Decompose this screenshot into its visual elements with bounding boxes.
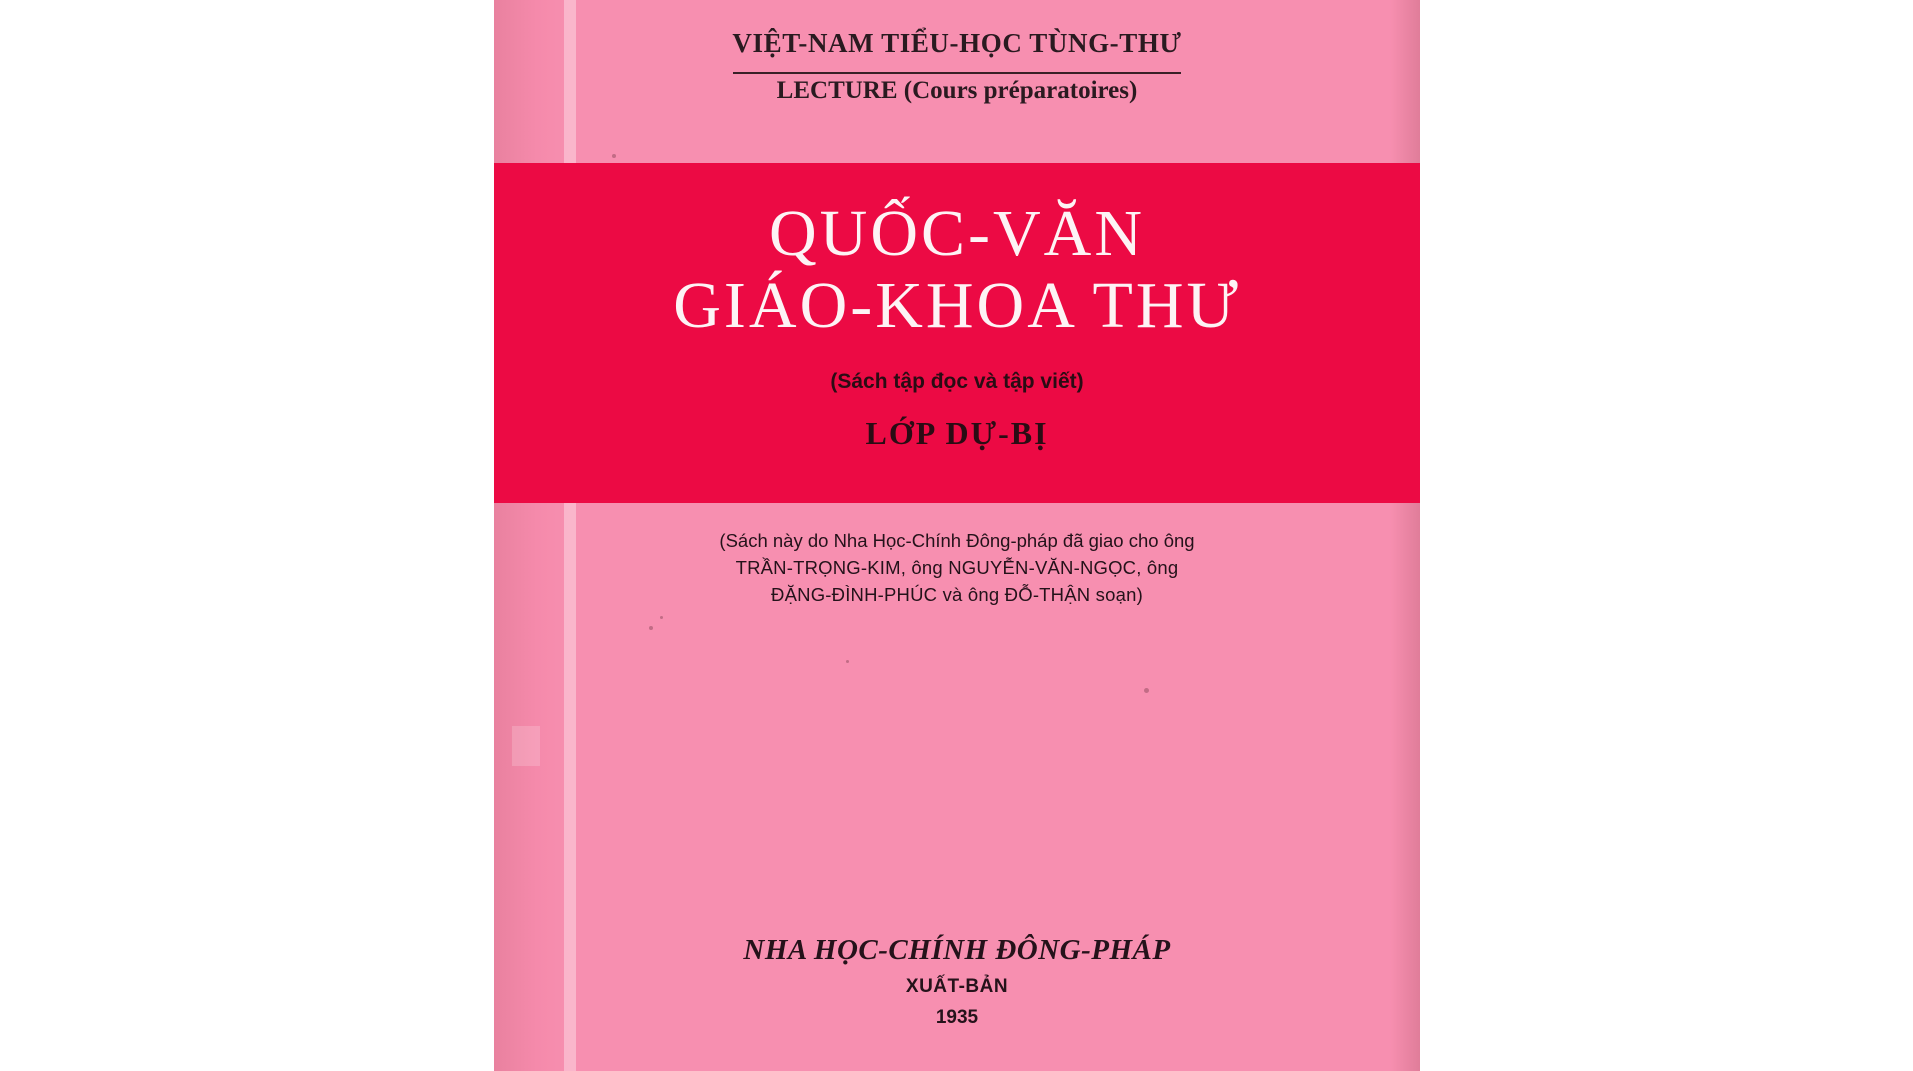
series-title: VIỆT-NAM TIỂU-HỌC TÙNG-THƯ [732, 28, 1182, 58]
book-cover [494, 0, 1420, 1071]
cover-content [494, 0, 1420, 1071]
authors-note-line-1: (Sách này do Nha Học-Chính Đông-pháp đã giao cho ông [719, 530, 1195, 551]
title-subtitle: (Sách tập đọc và tập viết) [830, 370, 1084, 393]
authors-note [637, 528, 1277, 608]
imprint-block [494, 934, 1420, 1029]
authors-note-line-3: ĐẶNG-ĐÌNH-PHÚC và ông ĐỖ-THẬN soạn) [771, 583, 1143, 605]
publisher-name: NHA HỌC-CHÍNH ĐÔNG-PHÁP [743, 934, 1171, 966]
authors-note-line-2: TRẦN-TRỌNG-KIM, ông NGUYỄN-VĂN-NGỌC, ông [735, 556, 1179, 578]
lecture-subtitle: LECTURE (Cours préparatoires) [776, 77, 1138, 104]
publication-year: 1935 [935, 1007, 979, 1028]
main-title-line-2: GIÁO-KHOA THƯ [673, 269, 1241, 342]
title-banner [494, 163, 1420, 503]
title-divider-rule [733, 72, 1181, 74]
published-label: XUẤT-BẢN [905, 976, 1009, 997]
grade-level: LỚP DỰ-BỊ [865, 415, 1049, 451]
main-title-line-1: QUỐC-VĂN [769, 197, 1145, 270]
